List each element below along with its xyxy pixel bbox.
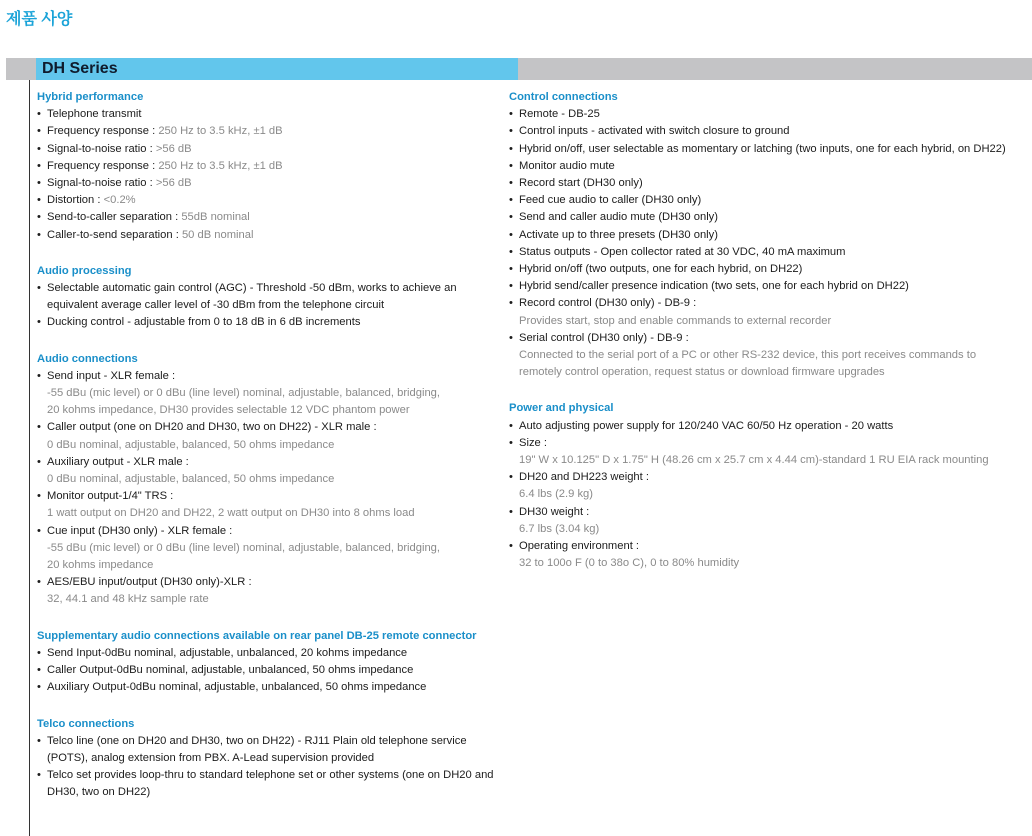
spec-item-detail: 6.7 lbs (3.04 kg): [519, 522, 600, 535]
spec-item: [509, 418, 1029, 435]
spec-item: [37, 662, 497, 679]
spec-section: [37, 628, 497, 697]
spec-item-detail: -55 dBu (mic level) or 0 dBu (line level) nominal, adjustable, balanced, bridging,: [47, 541, 441, 554]
spec-item: [509, 295, 1029, 312]
spec-item: [37, 679, 497, 696]
spec-item-label: Hybrid send/caller presence indication (two sets, one for each hybrid on DH22): [519, 280, 909, 293]
spec-item-label: Remote - DB-25: [519, 108, 600, 121]
section-title: Control connections: [509, 91, 618, 103]
spec-item-label: Control inputs - activated with switch closure to ground: [519, 125, 790, 138]
spec-item-value: 55dB nominal: [181, 211, 250, 224]
spec-item: [509, 469, 1029, 486]
spec-item-label: Status outputs - Open collector rated at 30 VDC, 40 mA maximum: [519, 245, 846, 258]
spec-item: [37, 209, 497, 226]
spec-item-value: >56 dB: [155, 177, 192, 190]
spec-item-detail: 32, 44.1 and 48 kHz sample rate: [47, 593, 209, 606]
spec-item-label: Cue input (DH30 only) - XLR female :: [47, 524, 233, 537]
spec-item-label: Send Input-0dBu nominal, adjustable, unbalanced, 20 kohms impedance: [47, 646, 408, 659]
spec-item-value: 50 dB nominal: [181, 228, 254, 241]
spec-item-detail: 0 dBu nominal, adjustable, balanced, 50 ohms impedance: [47, 473, 335, 486]
section-title: Telco connections: [37, 717, 135, 730]
spec-item-label: Auto adjusting power supply for 120/240 VAC 60/50 Hz operation - 20 watts: [519, 419, 894, 432]
spec-item: [509, 106, 1029, 123]
spec-item-label: Send-to-caller separation :: [47, 211, 182, 224]
spec-item-label: Send input - XLR female :: [47, 369, 176, 382]
series-header-highlight: [36, 58, 518, 80]
spec-item-value: 250 Hz to 3.5 kHz, ±1 dB: [158, 125, 283, 138]
spec-item: [509, 209, 1029, 226]
spec-item: [37, 280, 497, 314]
spec-item: [509, 330, 1029, 347]
spec-item-label: Telco set provides loop-thru to standard telephone set or other systems (one on DH20 and DH30, two on DH22): [47, 769, 494, 799]
left-spec-column: [37, 89, 497, 821]
spec-section: [37, 263, 497, 332]
spec-item: [509, 538, 1029, 555]
right-spec-column: [509, 89, 1029, 591]
spec-item: [37, 767, 497, 801]
spec-item: [509, 435, 1029, 452]
spec-item-label: Telephone transmit: [47, 108, 142, 121]
spec-item: [37, 106, 497, 123]
spec-item: [37, 123, 497, 140]
spec-item-detail: 32 to 100o F (0 to 38o C), 0 to 80% humidity: [519, 557, 740, 570]
spec-item: [37, 574, 497, 591]
spec-item: [37, 141, 497, 158]
spec-item: [37, 488, 497, 505]
section-title: Hybrid performance: [37, 91, 144, 103]
spec-item-label: Ducking control - adjustable from 0 to 18 dB in 6 dB increments: [47, 316, 361, 329]
spec-item-detail: -55 dBu (mic level) or 0 dBu (line level) nominal, adjustable, balanced, bridging,: [47, 387, 441, 400]
spec-item: [37, 419, 497, 436]
spec-item-label: Signal-to-noise ratio :: [47, 142, 156, 155]
spec-item: [37, 454, 497, 471]
spec-item: [37, 227, 497, 244]
spec-item-label: Monitor output-1/4" TRS :: [47, 490, 174, 503]
spec-item-value: 250 Hz to 3.5 kHz, ±1 dB: [158, 159, 283, 172]
section-title: Power and physical: [509, 402, 614, 415]
spec-section: [37, 89, 497, 244]
spec-item-label: Frequency response :: [47, 125, 159, 138]
spec-item-label: AES/EBU input/output (DH30 only)-XLR :: [47, 576, 252, 589]
spec-item-label: Selectable automatic gain control (AGC) - Threshold -50 dBm, works to achieve an equivalent average caller level of -30 dBm from the telephone circuit: [47, 282, 457, 312]
spec-item: [509, 141, 1029, 158]
spec-item: [509, 244, 1029, 261]
spec-section: [37, 351, 497, 609]
page-title: 제품 사양: [6, 11, 73, 28]
spec-item-label: Size :: [519, 436, 547, 449]
spec-item-detail: 20 kohms impedance: [47, 559, 154, 572]
spec-item-label: Hybrid on/off (two outputs, one for each hybrid, on DH22): [519, 263, 803, 276]
spec-section: [509, 400, 1029, 572]
spec-item: [509, 158, 1029, 175]
spec-item: [37, 192, 497, 209]
spec-item-label: Signal-to-noise ratio :: [47, 177, 156, 190]
spec-item: [509, 278, 1029, 295]
spec-item: [37, 645, 497, 662]
spec-item: [37, 523, 497, 540]
spec-item-detail: 19" W x 10.125" D x 1.75" H (48.26 cm x 25.7 cm x 4.44 cm)-standard 1 RU EIA rack mounting: [519, 454, 989, 467]
spec-section: [37, 716, 497, 802]
spec-item: [509, 261, 1029, 278]
spec-item-detail: 0 dBu nominal, adjustable, balanced, 50 ohms impedance: [47, 438, 335, 451]
series-title: DH Series: [42, 60, 118, 77]
section-title: Audio connections: [37, 352, 138, 365]
spec-item-label: Operating environment :: [519, 540, 640, 553]
spec-item-label: DH20 and DH223 weight :: [519, 471, 649, 484]
spec-item-value: >56 dB: [155, 142, 192, 155]
spec-item-label: Auxiliary Output-0dBu nominal, adjustable, unbalanced, 50 ohms impedance: [47, 681, 427, 694]
spec-item: [37, 175, 497, 192]
spec-item-label: Monitor audio mute: [519, 159, 615, 172]
left-margin-rule: [29, 80, 30, 836]
spec-item-detail: Provides start, stop and enable commands to external recorder: [519, 314, 832, 327]
spec-item-detail: 6.4 lbs (2.9 kg): [519, 488, 593, 501]
spec-item-label: Record start (DH30 only): [519, 177, 643, 190]
spec-item: [37, 733, 497, 767]
spec-item-label: Feed cue audio to caller (DH30 only): [519, 194, 702, 207]
spec-item-label: Distortion :: [47, 194, 104, 207]
section-title: Supplementary audio connections available on rear panel DB-25 remote connector: [37, 629, 477, 642]
spec-item: [509, 123, 1029, 140]
spec-item-label: Telco line (one on DH20 and DH30, two on DH22) - RJ11 Plain old telephone service (POTS), analog extension from PBX. A-Lead supervision provided: [47, 734, 467, 764]
spec-item: [509, 175, 1029, 192]
spec-item: [509, 504, 1029, 521]
spec-item: [37, 368, 497, 385]
spec-item-detail: Connected to the serial port of a PC or other RS-232 device, this port receives commands to: [519, 349, 977, 362]
spec-item-label: Record control (DH30 only) - DB-9 :: [519, 297, 697, 310]
spec-item-label: Send and caller audio mute (DH30 only): [519, 211, 718, 224]
spec-item-label: Caller Output-0dBu nominal, adjustable, unbalanced, 50 ohms impedance: [47, 664, 414, 677]
spec-item-detail: 1 watt output on DH20 and DH22, 2 watt output on DH30 into 8 ohms load: [47, 507, 415, 520]
spec-item-label: Activate up to three presets (DH30 only): [519, 228, 718, 241]
spec-item-label: Caller-to-send separation :: [47, 228, 182, 241]
spec-item-detail: 20 kohms impedance, DH30 provides selectable 12 VDC phantom power: [47, 404, 410, 417]
spec-item: [37, 158, 497, 175]
spec-section: [509, 89, 1029, 381]
spec-item-detail: remotely control operation, request status or download firmware upgrades: [519, 366, 885, 379]
spec-item-label: Hybrid on/off, user selectable as momentary or latching (two inputs, one for each hybrid, on DH22): [519, 142, 1006, 155]
spec-item-label: Caller output (one on DH20 and DH30, two on DH22) - XLR male :: [47, 421, 377, 434]
spec-item-label: Serial control (DH30 only) - DB-9 :: [519, 331, 689, 344]
spec-item: [37, 314, 497, 331]
spec-item-label: Auxiliary output - XLR male :: [47, 455, 189, 468]
series-header-band: [6, 58, 1032, 80]
spec-item-label: Frequency response :: [47, 159, 159, 172]
section-title: Audio processing: [37, 264, 132, 277]
spec-item: [509, 227, 1029, 244]
spec-item-label: DH30 weight :: [519, 505, 590, 518]
spec-item-value: <0.2%: [103, 194, 136, 207]
spec-item: [509, 192, 1029, 209]
